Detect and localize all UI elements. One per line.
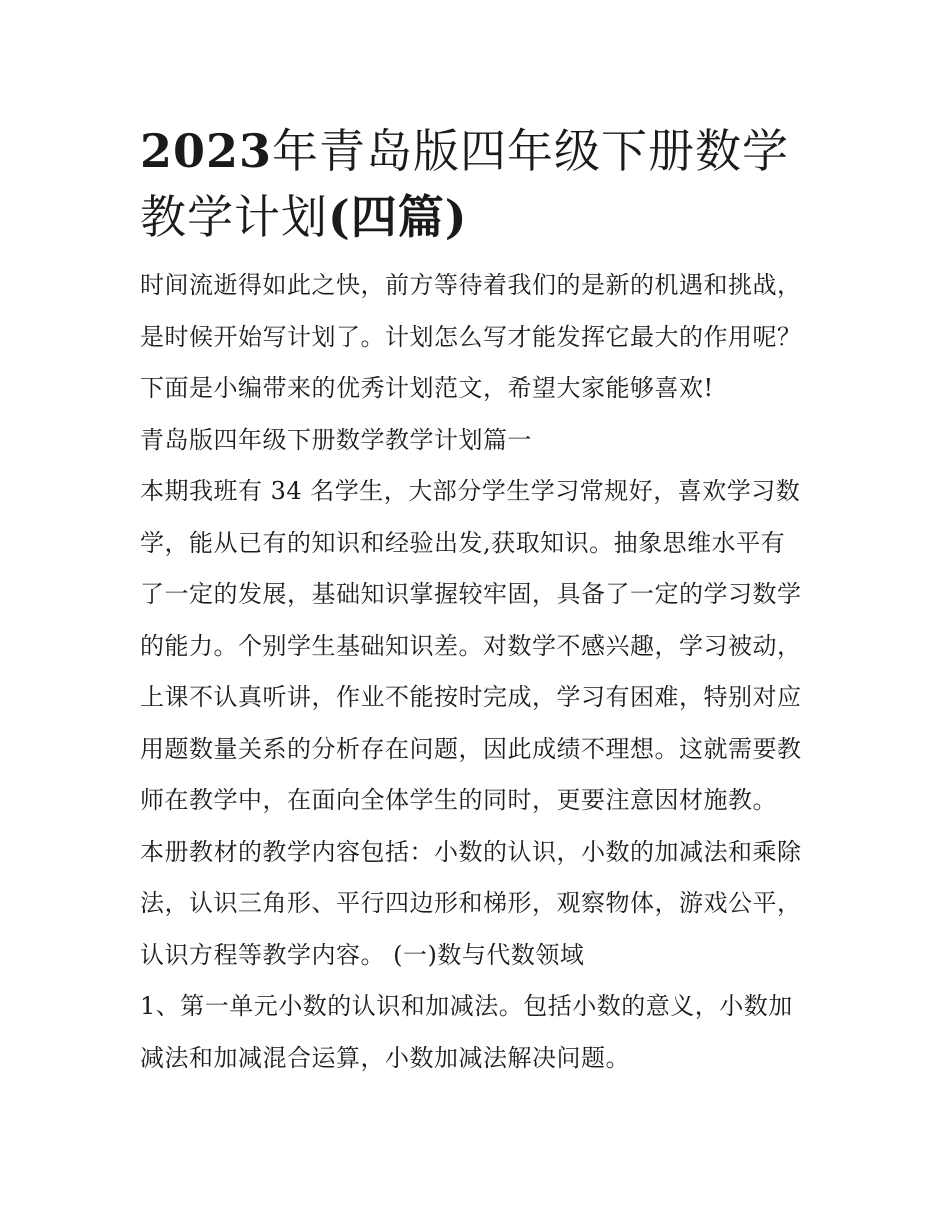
- body-line: 认识方程等教学内容。 (一)数与代数领域: [140, 940, 585, 969]
- document-title: [140, 118, 820, 250]
- body-line: 下面是小编带来的优秀计划范文，希望大家能够喜欢!: [140, 374, 714, 402]
- title-line-2: [140, 184, 820, 250]
- title-year: 2023: [140, 124, 273, 178]
- body-line: 1、第一单元小数的认识和加减法。包括小数的意义，小数加: [140, 992, 793, 1020]
- title-text-2: 教学计划: [140, 190, 328, 244]
- body-line: 用题数量关系的分析存在问题，因此成绩不理想。这就需要教: [140, 734, 802, 763]
- body-line: 本期我班有 34 名学生，大部分学生学习常规好，喜欢学习数: [140, 477, 801, 505]
- title-paren: (四篇): [328, 190, 468, 244]
- body-line: 师在教学中，在面向全体学生的同时，更要注意因材施教。: [140, 786, 777, 814]
- body-line: 上课不认真听讲，作业不能按时完成，学习有困难，特别对应: [140, 683, 802, 711]
- body-line: 学，能从已有的知识和经验出发,获取知识。抽象思维水平有: [140, 528, 786, 557]
- body-line: 是时候开始写计划了。计划怎么写才能发挥它最大的作用呢？: [140, 322, 802, 351]
- body-line: 减法和加减混合运算，小数加减法解决问题。: [140, 1043, 630, 1072]
- body-line: 了一定的发展，基础知识掌握较牢固，具备了一定的学习数学: [140, 580, 802, 608]
- title-line-1: [140, 118, 820, 184]
- body-line: 的能力。个别学生基础知识差。对数学不感兴趣，学习被动，: [140, 631, 802, 660]
- document-body: [140, 260, 820, 1084]
- title-text-1: 年青岛版四年级下册数学: [272, 124, 790, 178]
- body-line: 法，认识三角形、平行四边形和梯形，观察物体，游戏公平，: [140, 889, 802, 917]
- body-line: 本册教材的教学内容包括：小数的认识，小数的加减法和乘除: [140, 837, 802, 866]
- body-line: 时间流逝得如此之快，前方等待着我们的是新的机遇和挑战，: [140, 271, 802, 299]
- section-heading: 青岛版四年级下册数学教学计划篇一: [140, 425, 532, 454]
- document-content: [140, 118, 820, 1084]
